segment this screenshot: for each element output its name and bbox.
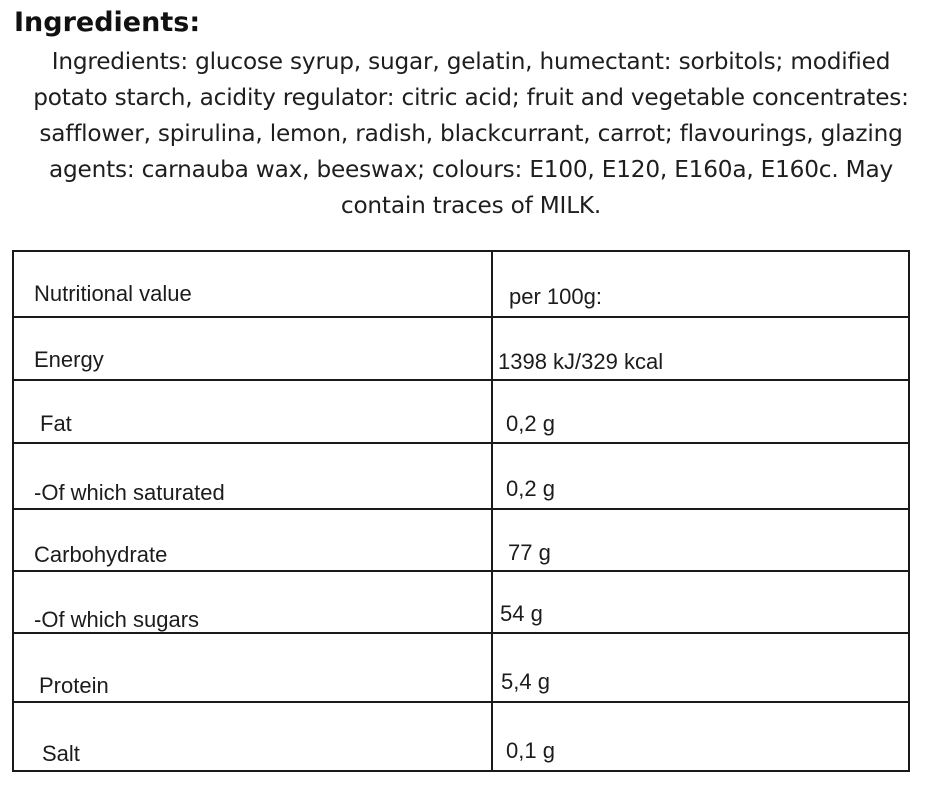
row-label: -Of which saturated xyxy=(34,480,225,505)
ingredients-line: Ingredients: glucose syrup, sugar, gelatin, humectant: sorbitols; modified xyxy=(51,48,891,75)
ingredients-paragraph xyxy=(6,44,936,224)
table-row-energy xyxy=(14,318,908,381)
row-label: -Of which sugars xyxy=(34,607,200,632)
table-row-protein xyxy=(14,634,908,703)
table-row-sugars xyxy=(14,572,908,634)
table-row-carbohydrate xyxy=(14,510,908,572)
nutrition-table xyxy=(12,250,910,772)
ingredients-line: contain traces of MILK. xyxy=(340,192,602,219)
row-value: 77 g xyxy=(508,540,551,565)
table-row-salt xyxy=(14,703,908,770)
header-value: per 100g: xyxy=(509,284,602,309)
row-value: 54 g xyxy=(500,601,543,626)
row-value: 0,1 g xyxy=(506,738,555,763)
ingredients-line: safflower, spirulina, lemon, radish, blackcurrant, carrot; flavourings, glazing xyxy=(39,120,903,147)
ingredients-heading: Ingredients: xyxy=(14,7,201,38)
table-row-fat xyxy=(14,381,908,444)
row-label: Protein xyxy=(39,673,109,698)
row-label: Salt xyxy=(42,741,80,766)
row-label: Carbohydrate xyxy=(34,542,168,567)
row-label: Energy xyxy=(34,347,104,372)
row-value: 1398 kJ/329 kcal xyxy=(498,349,664,374)
row-value: 5,4 g xyxy=(501,669,550,694)
row-label: Fat xyxy=(40,411,72,436)
table-row-header xyxy=(14,252,908,318)
table-row-saturated xyxy=(14,444,908,510)
ingredients-line: agents: carnauba wax, beeswax; colours: E100, E120, E160a, E160c. May xyxy=(48,156,894,183)
row-value: 0,2 g xyxy=(506,411,555,436)
header-label: Nutritional value xyxy=(34,281,192,306)
ingredients-line: potato starch, acidity regulator: citric acid; fruit and vegetable concentrates: xyxy=(33,84,909,111)
row-value: 0,2 g xyxy=(506,476,555,501)
